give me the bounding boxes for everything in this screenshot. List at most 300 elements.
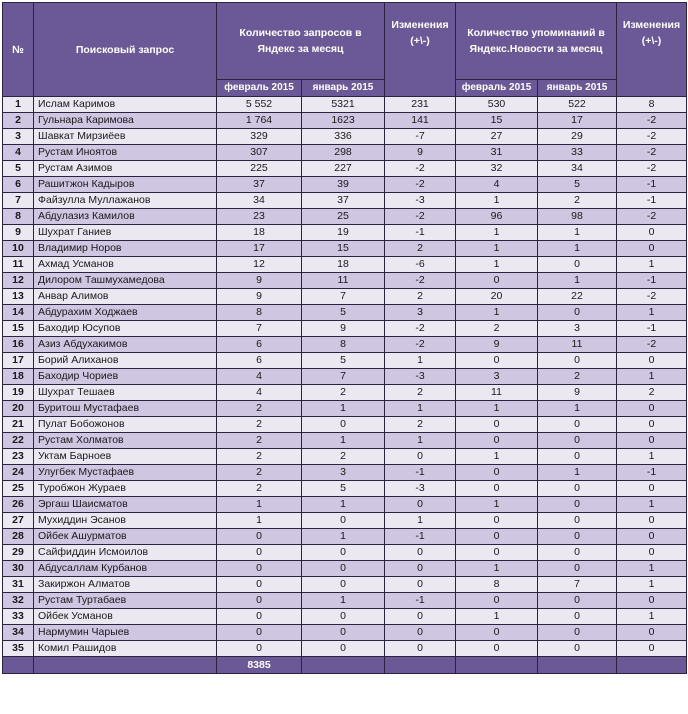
mentions-feb: 0 [456,513,538,529]
requests-jan: 0 [302,577,385,593]
table-row [3,641,687,657]
mentions-jan: 0 [538,529,617,545]
requests-change: -1 [385,529,456,545]
footer-empty [538,657,617,674]
row-number: 20 [3,401,34,417]
requests-change: 0 [385,545,456,561]
mentions-jan: 0 [538,641,617,657]
mentions-jan: 98 [538,209,617,225]
requests-feb: 8 [217,305,302,321]
footer-empty-number [3,657,34,674]
requests-feb: 4 [217,385,302,401]
requests-feb: 2 [217,401,302,417]
table-row [3,369,687,385]
mentions-feb: 32 [456,161,538,177]
mentions-jan: 9 [538,385,617,401]
requests-change: 231 [385,97,456,113]
mentions-change: 0 [617,481,687,497]
requests-feb: 12 [217,257,302,273]
table-row [3,433,687,449]
table-row [3,145,687,161]
requests-jan: 37 [302,193,385,209]
mentions-jan: 5 [538,177,617,193]
mentions-jan: 1 [538,401,617,417]
row-number: 11 [3,257,34,273]
query-name: Гульнара Каримова [34,113,217,129]
requests-jan: 1 [302,529,385,545]
mentions-change: 1 [617,257,687,273]
footer-empty [456,657,538,674]
requests-feb: 2 [217,433,302,449]
table-row [3,449,687,465]
requests-jan: 25 [302,209,385,225]
header-feb-mentions: февраль 2015 [456,80,538,97]
table-row [3,497,687,513]
search-stats-table [2,2,687,674]
row-number: 32 [3,593,34,609]
header-query: Поисковый запрос [34,3,217,97]
mentions-change: 1 [617,609,687,625]
requests-change: -3 [385,481,456,497]
row-number: 28 [3,529,34,545]
requests-jan: 227 [302,161,385,177]
requests-change: 2 [385,417,456,433]
mentions-jan: 0 [538,417,617,433]
query-name: Дилором Ташмухамедова [34,273,217,289]
requests-jan: 15 [302,241,385,257]
mentions-feb: 1 [456,305,538,321]
mentions-jan: 1 [538,273,617,289]
requests-jan: 19 [302,225,385,241]
mentions-change: 0 [617,417,687,433]
requests-feb: 329 [217,129,302,145]
mentions-change: 0 [617,625,687,641]
mentions-feb: 0 [456,481,538,497]
mentions-feb: 1 [456,257,538,273]
requests-change: 1 [385,353,456,369]
requests-jan: 336 [302,129,385,145]
mentions-jan: 29 [538,129,617,145]
query-name: Рустам Иноятов [34,145,217,161]
row-number: 30 [3,561,34,577]
mentions-jan: 2 [538,193,617,209]
mentions-change: -1 [617,465,687,481]
requests-jan: 0 [302,513,385,529]
requests-jan: 8 [302,337,385,353]
query-name: Рустам Холматов [34,433,217,449]
mentions-jan: 0 [538,497,617,513]
mentions-change: -2 [617,209,687,225]
table-row [3,385,687,401]
row-number: 10 [3,241,34,257]
table-row [3,561,687,577]
requests-jan: 5 [302,353,385,369]
mentions-jan: 33 [538,145,617,161]
footer-empty [302,657,385,674]
requests-jan: 0 [302,561,385,577]
mentions-change: -1 [617,321,687,337]
requests-jan: 11 [302,273,385,289]
requests-feb: 0 [217,545,302,561]
requests-jan: 2 [302,449,385,465]
requests-feb: 225 [217,161,302,177]
requests-change: 2 [385,289,456,305]
row-number: 35 [3,641,34,657]
requests-feb: 6 [217,353,302,369]
requests-jan: 3 [302,465,385,481]
mentions-change: -2 [617,161,687,177]
query-name: Закиржон Алматов [34,577,217,593]
requests-change: -1 [385,593,456,609]
requests-change: 0 [385,497,456,513]
mentions-jan: 1 [538,225,617,241]
mentions-change: 0 [617,545,687,561]
requests-jan: 1 [302,497,385,513]
mentions-jan: 2 [538,369,617,385]
requests-change: 2 [385,385,456,401]
row-number: 3 [3,129,34,145]
mentions-change: -2 [617,337,687,353]
requests-change: -7 [385,129,456,145]
query-name: Сайфиддин Исмоилов [34,545,217,561]
table-row [3,513,687,529]
mentions-feb: 15 [456,113,538,129]
requests-change: -2 [385,177,456,193]
requests-change: 0 [385,577,456,593]
mentions-jan: 522 [538,97,617,113]
header-yandex-requests: Количество запросов в Яндекс за месяц [217,3,385,80]
mentions-jan: 0 [538,433,617,449]
row-number: 25 [3,481,34,497]
mentions-feb: 1 [456,561,538,577]
mentions-jan: 0 [538,305,617,321]
mentions-feb: 1 [456,497,538,513]
mentions-jan: 11 [538,337,617,353]
query-name: Мухиддин Эсанов [34,513,217,529]
mentions-change: 0 [617,593,687,609]
mentions-change: -1 [617,193,687,209]
requests-change: 9 [385,145,456,161]
row-number: 19 [3,385,34,401]
requests-jan: 0 [302,625,385,641]
mentions-feb: 9 [456,337,538,353]
mentions-change: -2 [617,129,687,145]
mentions-jan: 17 [538,113,617,129]
query-name: Абдулазиз Камилов [34,209,217,225]
header-feb-requests: февраль 2015 [217,80,302,97]
requests-feb: 0 [217,593,302,609]
query-name: Азиз Абдухакимов [34,337,217,353]
mentions-change: -2 [617,289,687,305]
mentions-change: 0 [617,401,687,417]
requests-change: 0 [385,625,456,641]
mentions-change: 0 [617,641,687,657]
mentions-change: 0 [617,225,687,241]
requests-jan: 9 [302,321,385,337]
table-row [3,225,687,241]
requests-feb: 1 [217,513,302,529]
row-number: 13 [3,289,34,305]
requests-feb: 307 [217,145,302,161]
mentions-jan: 3 [538,321,617,337]
table-row [3,545,687,561]
table-row [3,593,687,609]
table-row [3,97,687,113]
mentions-jan: 0 [538,449,617,465]
mentions-feb: 1 [456,193,538,209]
row-number: 1 [3,97,34,113]
mentions-jan: 0 [538,353,617,369]
requests-change: -6 [385,257,456,273]
mentions-feb: 530 [456,97,538,113]
requests-change: 0 [385,641,456,657]
row-number: 6 [3,177,34,193]
mentions-feb: 3 [456,369,538,385]
mentions-feb: 8 [456,577,538,593]
mentions-jan: 0 [538,609,617,625]
table-row [3,529,687,545]
mentions-feb: 1 [456,401,538,417]
mentions-change: 0 [617,353,687,369]
requests-jan: 1 [302,593,385,609]
mentions-feb: 20 [456,289,538,305]
total-requests: 8385 [217,657,302,674]
mentions-feb: 1 [456,609,538,625]
row-number: 24 [3,465,34,481]
requests-feb: 0 [217,641,302,657]
query-name: Файзулла Муллажанов [34,193,217,209]
mentions-jan: 0 [538,545,617,561]
requests-jan: 7 [302,369,385,385]
mentions-change: 8 [617,97,687,113]
table-row [3,465,687,481]
mentions-jan: 0 [538,625,617,641]
row-number: 29 [3,545,34,561]
table-row [3,161,687,177]
query-name: Нармумин Чарыев [34,625,217,641]
mentions-feb: 4 [456,177,538,193]
mentions-change: 0 [617,513,687,529]
mentions-change: 2 [617,385,687,401]
row-number: 33 [3,609,34,625]
header-news-mentions: Количество упоминаний в Яндекс.Новости за месяц [456,3,617,80]
requests-change: -2 [385,209,456,225]
requests-feb: 2 [217,481,302,497]
row-number: 16 [3,337,34,353]
table-row [3,209,687,225]
footer-empty [385,657,456,674]
mentions-feb: 27 [456,129,538,145]
mentions-change: -2 [617,145,687,161]
row-number: 4 [3,145,34,161]
table-row [3,113,687,129]
row-number: 15 [3,321,34,337]
header-jan-requests: январь 2015 [302,80,385,97]
query-name: Ойбек Ашурматов [34,529,217,545]
mentions-change: 1 [617,561,687,577]
header-number: № [3,3,34,97]
requests-feb: 1 [217,497,302,513]
table-row [3,625,687,641]
query-name: Ойбек Усманов [34,609,217,625]
query-name: Эргаш Шаисматов [34,497,217,513]
requests-change: 0 [385,561,456,577]
table-row [3,257,687,273]
table-row [3,481,687,497]
mentions-feb: 0 [456,545,538,561]
table-row [3,417,687,433]
requests-feb: 5 552 [217,97,302,113]
query-name: Баходир Чориев [34,369,217,385]
footer-empty [617,657,687,674]
requests-jan: 1 [302,401,385,417]
row-number: 7 [3,193,34,209]
requests-change: 141 [385,113,456,129]
requests-feb: 0 [217,625,302,641]
mentions-feb: 11 [456,385,538,401]
requests-change: 1 [385,433,456,449]
table-row [3,289,687,305]
requests-change: 1 [385,401,456,417]
mentions-feb: 0 [456,641,538,657]
requests-feb: 0 [217,529,302,545]
requests-jan: 39 [302,177,385,193]
mentions-jan: 0 [538,257,617,273]
mentions-change: 0 [617,529,687,545]
mentions-change: 1 [617,369,687,385]
query-name: Улугбек Мустафаев [34,465,217,481]
query-name: Ислам Каримов [34,97,217,113]
requests-jan: 5 [302,305,385,321]
row-number: 23 [3,449,34,465]
requests-jan: 18 [302,257,385,273]
header-change-requests: Изменения (+\-) [385,3,456,97]
requests-feb: 4 [217,369,302,385]
table-row [3,401,687,417]
header-change-mentions: Изменения (+\-) [617,3,687,97]
mentions-jan: 34 [538,161,617,177]
requests-jan: 5321 [302,97,385,113]
requests-change: -2 [385,337,456,353]
requests-feb: 7 [217,321,302,337]
mentions-feb: 0 [456,529,538,545]
mentions-feb: 1 [456,449,538,465]
mentions-change: -1 [617,177,687,193]
requests-change: 1 [385,513,456,529]
query-name: Уктам Барноев [34,449,217,465]
mentions-feb: 0 [456,465,538,481]
table-row [3,177,687,193]
requests-jan: 5 [302,481,385,497]
requests-jan: 1623 [302,113,385,129]
table-row [3,241,687,257]
mentions-feb: 96 [456,209,538,225]
requests-feb: 37 [217,177,302,193]
requests-feb: 17 [217,241,302,257]
row-number: 9 [3,225,34,241]
requests-jan: 0 [302,641,385,657]
requests-change: 0 [385,609,456,625]
requests-feb: 1 764 [217,113,302,129]
mentions-feb: 2 [456,321,538,337]
row-number: 27 [3,513,34,529]
mentions-jan: 7 [538,577,617,593]
row-number: 31 [3,577,34,593]
table-row [3,273,687,289]
mentions-jan: 0 [538,561,617,577]
mentions-jan: 1 [538,241,617,257]
requests-feb: 2 [217,465,302,481]
mentions-change: -2 [617,113,687,129]
row-number: 21 [3,417,34,433]
requests-jan: 1 [302,433,385,449]
requests-change: 3 [385,305,456,321]
requests-feb: 2 [217,417,302,433]
requests-change: -3 [385,369,456,385]
requests-feb: 18 [217,225,302,241]
mentions-feb: 0 [456,593,538,609]
table-row [3,577,687,593]
query-name: Ахмад Усманов [34,257,217,273]
query-name: Пулат Бобожонов [34,417,217,433]
row-number: 2 [3,113,34,129]
requests-change: -2 [385,321,456,337]
row-number: 22 [3,433,34,449]
query-name: Рашитжон Кадыров [34,177,217,193]
requests-change: -3 [385,193,456,209]
query-name: Буритош Мустафаев [34,401,217,417]
table-row [3,193,687,209]
requests-jan: 0 [302,417,385,433]
query-name: Шухрат Ганиев [34,225,217,241]
row-number: 8 [3,209,34,225]
requests-feb: 6 [217,337,302,353]
mentions-feb: 1 [456,241,538,257]
table-row [3,609,687,625]
requests-change: -2 [385,161,456,177]
mentions-change: 1 [617,305,687,321]
requests-change: -1 [385,465,456,481]
requests-change: 2 [385,241,456,257]
mentions-feb: 0 [456,273,538,289]
mentions-jan: 0 [538,481,617,497]
mentions-jan: 22 [538,289,617,305]
mentions-feb: 0 [456,417,538,433]
row-number: 18 [3,369,34,385]
query-name: Рустам Азимов [34,161,217,177]
table-row [3,337,687,353]
row-number: 5 [3,161,34,177]
requests-jan: 0 [302,545,385,561]
mentions-feb: 0 [456,433,538,449]
mentions-feb: 31 [456,145,538,161]
table-row [3,353,687,369]
query-name: Баходир Юсупов [34,321,217,337]
requests-jan: 0 [302,609,385,625]
query-name: Туробжон Жураев [34,481,217,497]
mentions-feb: 0 [456,353,538,369]
query-name: Комил Рашидов [34,641,217,657]
table-body [3,97,687,657]
requests-feb: 23 [217,209,302,225]
requests-change: -2 [385,273,456,289]
row-number: 17 [3,353,34,369]
mentions-jan: 1 [538,465,617,481]
footer-empty-query [34,657,217,674]
mentions-change: 0 [617,433,687,449]
mentions-feb: 0 [456,625,538,641]
row-number: 26 [3,497,34,513]
